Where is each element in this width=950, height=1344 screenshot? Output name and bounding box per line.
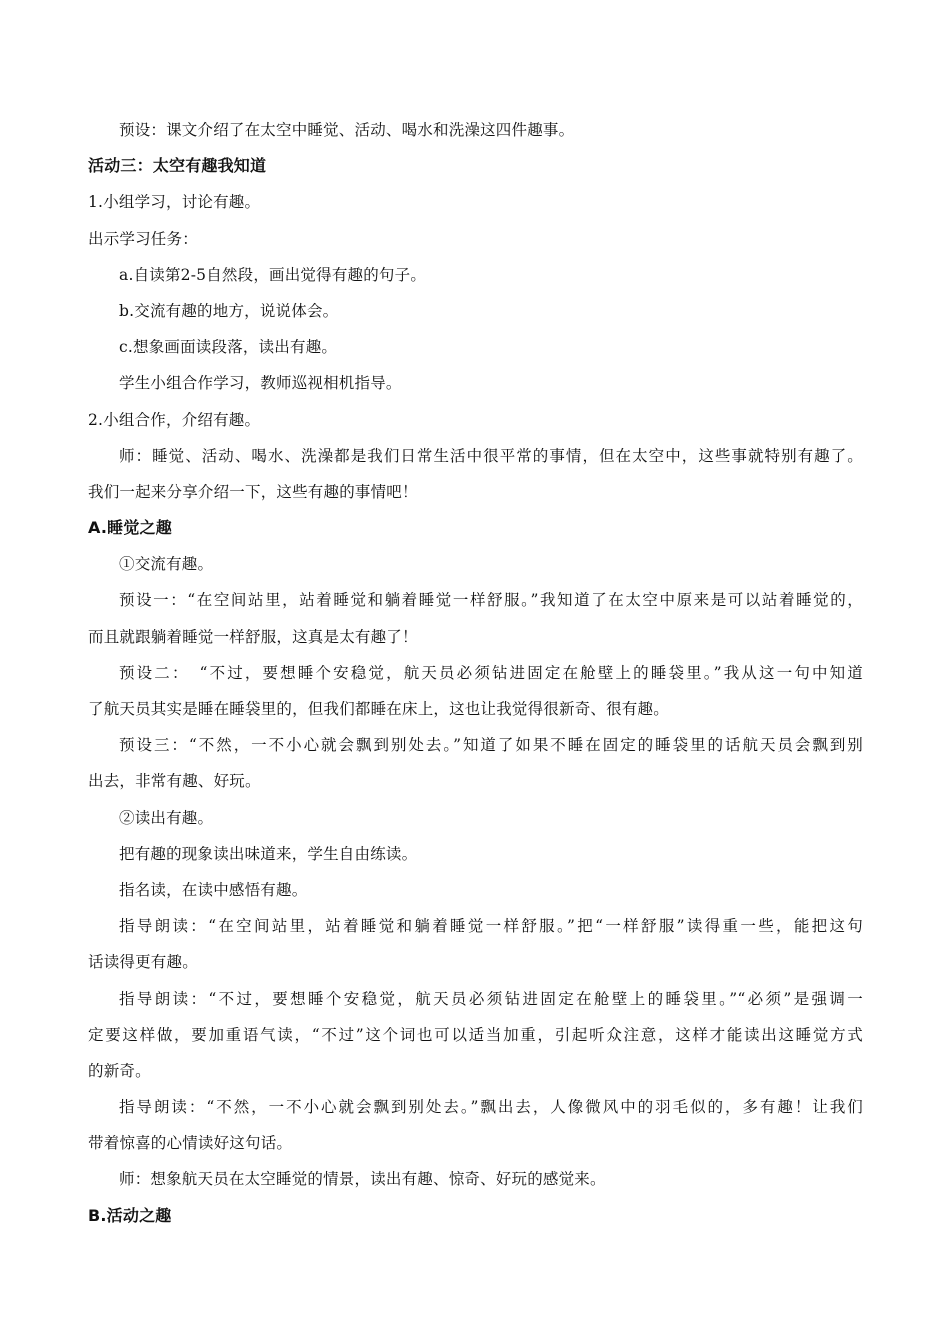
paragraph-preset-three-line2: 出去，非常有趣、好玩。 — [88, 772, 261, 791]
paragraph-teacher-imagine: 师：想象航天员在太空睡觉的情景，读出有趣、惊奇、好玩的感觉来。 — [119, 1170, 606, 1189]
paragraph-guide-one-line2: 话读得更有趣。 — [88, 953, 198, 972]
paragraph-group-introduce: 2.小组合作，介绍有趣。 — [88, 410, 261, 429]
paragraph-show-tasks: 出示学习任务： — [88, 229, 198, 248]
paragraph-preset-two-line2: 了航天员其实是睡在睡袋里的，但我们都睡在床上，这也让我觉得很新奇、很有趣。 — [88, 700, 669, 718]
paragraph-cooperation: 学生小组合作学习，教师巡视相机指导。 — [119, 374, 402, 393]
paragraph-preset-one-line1: 预设一：“在空间站里，站着睡觉和躺着睡觉一样舒服。”我知道了在太空中原来是可以站着睡觉的， — [119, 591, 863, 610]
paragraph-teacher-intro-line2: 我们一起来分享介绍一下，这些有趣的事情吧！ — [88, 482, 418, 501]
paragraph-guide-three-line1: 指导朗读：“不然，一不小心就会飘到别处去。”飘出去，人像微风中的羽毛似的，多有趣！让我们 — [119, 1098, 863, 1117]
heading-activity-three: 活动三：太空有趣我知道 — [88, 156, 267, 176]
task-item-c: c.想象画面读段落，读出有趣。 — [119, 338, 338, 357]
paragraph-preset-summary: 预设：课文介绍了在太空中睡觉、活动、喝水和洗澡这四件趣事。 — [119, 121, 575, 139]
heading-activity-fun: B.活动之趣 — [88, 1205, 172, 1225]
paragraph-guide-two-line3: 的新奇。 — [88, 1061, 151, 1080]
document-page — [88, 112, 863, 1234]
paragraph-exchange-fun: ①交流有趣。 — [119, 555, 214, 574]
paragraph-guide-one-line1: 指导朗读：“在空间站里，站着睡觉和躺着睡觉一样舒服。”把“一样舒服”读得重一些，能把这句 — [119, 917, 863, 936]
paragraph-guide-two-line1: 指导朗读：“不过，要想睡个安稳觉，航天员必须钻进固定在舱壁上的睡袋里。”“必须”是强调一 — [119, 989, 863, 1008]
paragraph-preset-one-line2: 而且就跟躺着睡觉一样舒服，这真是太有趣了！ — [88, 627, 418, 646]
task-item-b: b.交流有趣的地方，说说体会。 — [119, 301, 339, 320]
task-item-a: a.自读第2-5自然段，画出觉得有趣的句子。 — [119, 265, 427, 284]
paragraph-free-reading: 把有趣的现象读出味道来，学生自由练读。 — [119, 844, 418, 863]
paragraph-guide-two-line2: 定要这样做，要加重语气读，“不过”这个词也可以适当加重，引起听众注意，这样才能读出这睡觉方式 — [88, 1025, 863, 1044]
paragraph-group-study: 1.小组学习，讨论有趣。 — [88, 193, 261, 212]
paragraph-preset-two-line1: 预设二： “不过，要想睡个安稳觉，航天员必须钻进固定在舱壁上的睡袋里。”我从这一句中知道 — [119, 663, 863, 682]
paragraph-named-reading: 指名读，在读中感悟有趣。 — [119, 880, 308, 899]
paragraph-guide-three-line2: 带着惊喜的心情读好这句话。 — [88, 1134, 293, 1153]
heading-sleep-fun: A.睡觉之趣 — [88, 518, 172, 538]
paragraph-preset-three-line1: 预设三：“不然，一不小心就会飘到别处去。”知道了如果不睡在固定的睡袋里的话航天员会飘到别 — [119, 736, 863, 755]
paragraph-teacher-intro-line1: 师：睡觉、活动、喝水、洗澡都是我们日常生活中很平常的事情，但在太空中，这些事就特别有趣了。 — [119, 446, 863, 465]
paragraph-read-fun: ②读出有趣。 — [119, 808, 214, 827]
